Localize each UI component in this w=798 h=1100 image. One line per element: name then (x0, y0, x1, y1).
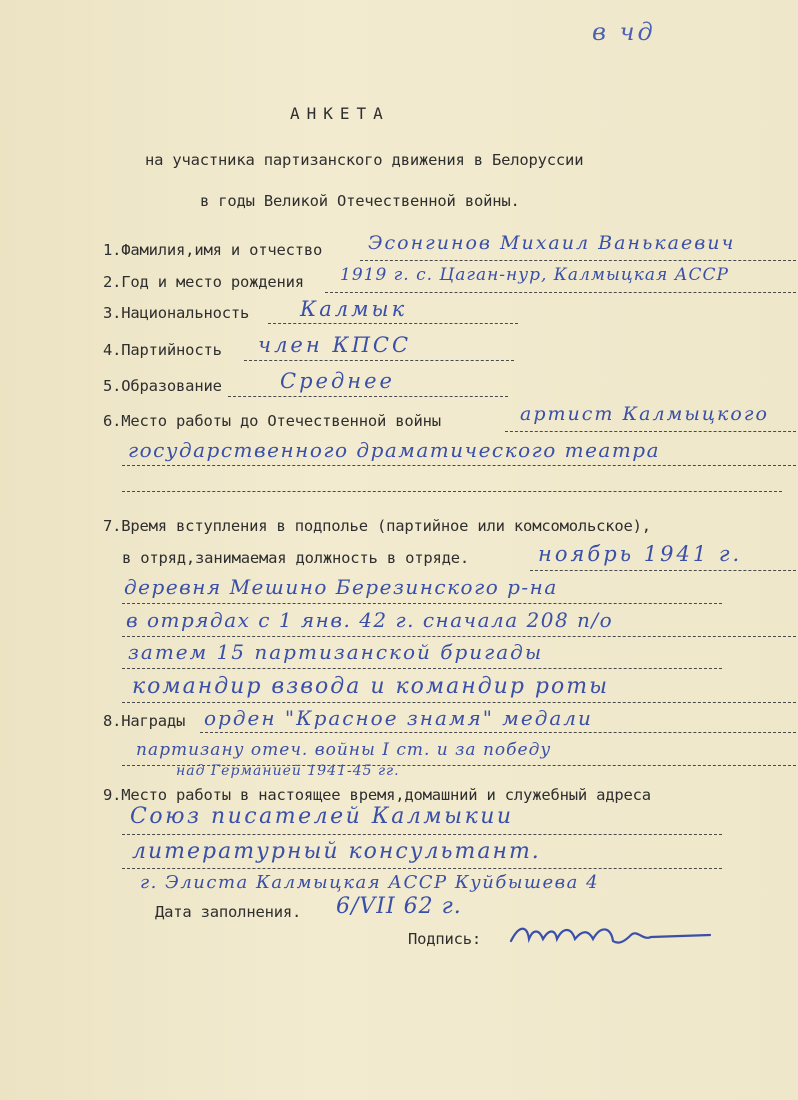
date-label: Дата заполнения. (155, 903, 302, 921)
field-8-value-2: партизану отеч. войны I ст. и за победу (136, 740, 552, 760)
field-9-line-2 (122, 868, 722, 869)
field-8-value-3: над Германией 1941-45 гг. (176, 763, 400, 779)
field-6-line-2 (122, 465, 796, 466)
signature-label: Подпись: (408, 930, 482, 948)
date-value: 6/VII 62 г. (336, 894, 462, 919)
field-7-label-2: в отряд,занимаемая должность в отряде. (122, 549, 470, 567)
field-5-value: Среднее (280, 369, 395, 393)
field-8-label: 8.Награды (103, 712, 186, 730)
field-2-value: 1919 г. с. Цаган-нур, Калмыцкая АССР (340, 265, 729, 285)
document-subtitle-2: в годы Великой Отечественной войны. (200, 192, 520, 210)
field-7-line-3 (122, 636, 796, 637)
field-4-line (244, 360, 514, 361)
field-1-label: 1.Фамилия,имя и отчество (103, 241, 323, 259)
document-title: АНКЕТА (290, 104, 390, 123)
field-9-value-2: литературный консультант. (132, 839, 541, 864)
field-3-value: Калмык (300, 297, 408, 321)
field-8-line-1 (200, 732, 796, 733)
field-6-value-2: государственного драматического театра (128, 438, 661, 462)
field-1-value: Эсонгинов Михаил Ванькаевич (368, 232, 736, 254)
field-4-value: член КПСС (258, 333, 412, 357)
field-9-value-3: г. Элиста Калмыцкая АССР Куйбышева 4 (140, 872, 600, 893)
field-6-value-1: артист Калмыцкого (520, 403, 769, 425)
field-4-label: 4.Партийность (103, 341, 222, 359)
document-subtitle-1: на участника партизанского движения в Белоруссии (145, 151, 584, 169)
field-3-line (268, 323, 518, 324)
field-2-label: 2.Год и место рождения (103, 273, 304, 291)
field-7-line-1 (530, 570, 796, 571)
field-1-line (360, 260, 796, 261)
field-6-label: 6.Место работы до Отечественной войны (103, 412, 441, 430)
field-9-label: 9.Место работы в настоящее время,домашний и служебный адреса (103, 786, 651, 804)
field-8-value-1: орден "Красное знамя" медали (204, 706, 593, 730)
field-2-line (325, 292, 796, 293)
field-6-line-1 (505, 431, 796, 432)
field-7-value-3: в отрядах с 1 янв. 42 г. сначала 208 п/о (126, 608, 614, 632)
field-7-value-4: затем 15 партизанской бригады (128, 640, 544, 664)
field-7-line-5 (122, 702, 796, 703)
field-5-line (228, 396, 508, 397)
field-7-value-5: командир взвода и командир роты (132, 674, 610, 699)
field-6-line-3 (122, 491, 782, 492)
field-7-value-1: ноябрь 1941 г. (538, 542, 743, 566)
corner-note: в чд (592, 18, 656, 46)
field-3-label: 3.Национальность (103, 304, 250, 322)
field-7-value-2: деревня Мешино Березинского р-на (124, 575, 558, 599)
field-9-line-1 (122, 834, 722, 835)
field-9-value-1: Союз писателей Калмыкии (130, 804, 514, 829)
field-7-label-1: 7.Время вступления в подполье (партийное или комсомольское), (103, 517, 651, 535)
field-7-line-2 (122, 603, 722, 604)
signature (505, 915, 715, 955)
field-5-label: 5.Образование (103, 377, 222, 395)
field-7-line-4 (122, 668, 722, 669)
